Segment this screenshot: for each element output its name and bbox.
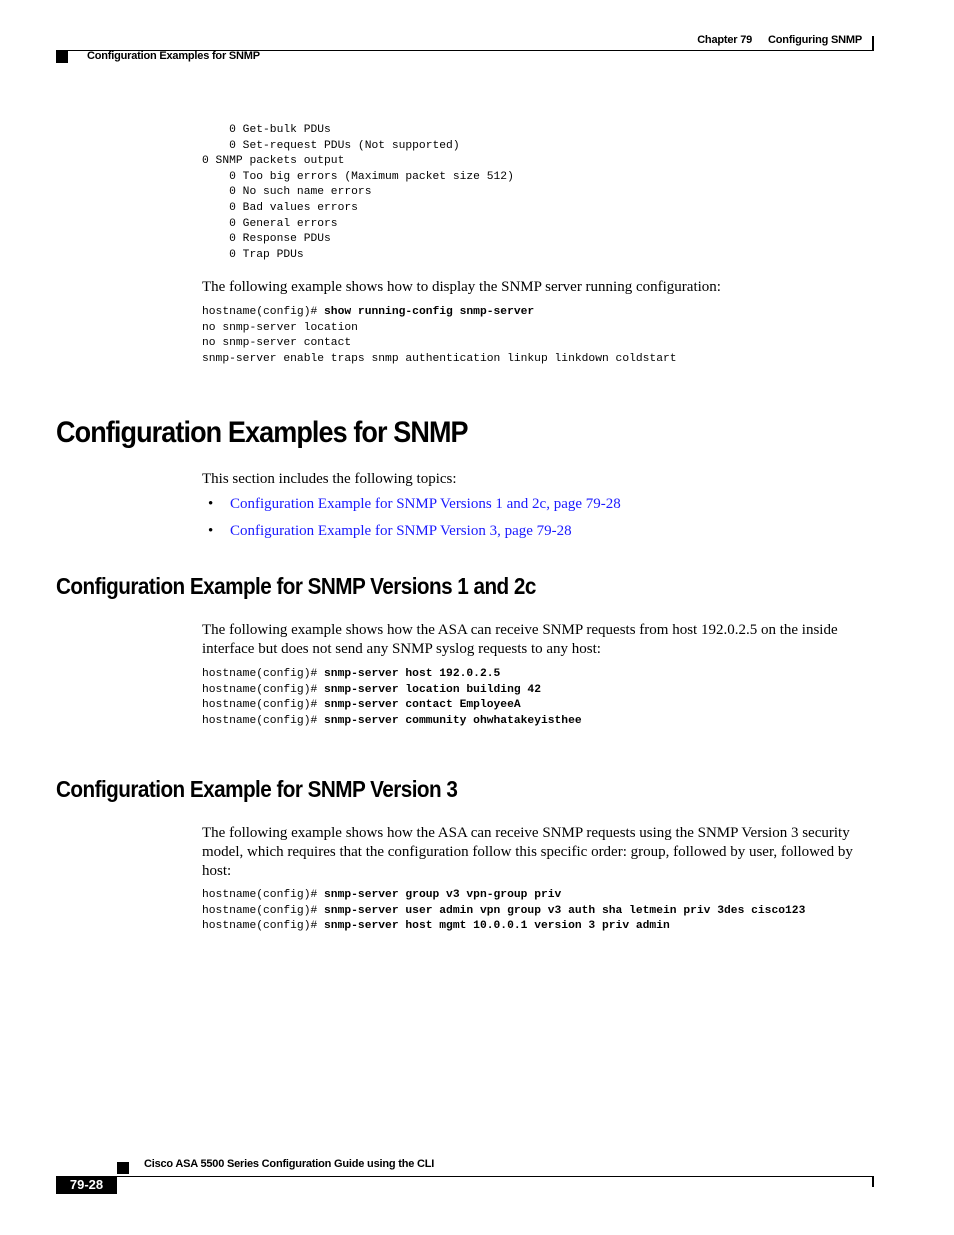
cli-output: no snmp-server contact [202,337,352,350]
cli-command: snmp-server user admin vpn group v3 auth sha letmein priv 3des cisco123 [324,904,806,917]
code-line [202,904,805,920]
versions-1-2c-paragraph: The following example shows how the ASA can receive SNMP requests from host 192.0.2.5 on the inside interface but does not send any SNMP syslog requests to any host: [202,622,838,657]
version-3-paragraph: The following example shows how the ASA can receive SNMP requests using the SNMP Version 3 security model, which requires that the configuration follow this specific order: group, followed by user, followed by host: [202,825,853,879]
code-line: 0 No such name errors [202,186,372,199]
code-line [202,683,582,699]
code-line [202,305,677,321]
footer-divider [872,1176,874,1187]
cli-command: snmp-server community ohwhatakeyisthee [324,714,582,727]
cli-command: show running-config snmp-server [324,306,535,318]
code-line [202,698,582,714]
bullet: • [208,496,214,512]
snmp-statistics-output [202,123,514,263]
code-line: 0 Get-bulk PDUs [202,124,331,136]
topic-link-version-3[interactable]: Configuration Example for SNMP Version 3, page 79-28 [230,523,572,539]
cli-prompt: hostname(config)# [202,699,325,712]
subsection-heading-version-3: Configuration Example for SNMP Version 3 [56,776,458,802]
versions-1-2c-code [202,667,582,729]
code-line [202,336,677,352]
code-line: 0 General errors [202,217,338,230]
code-line: 0 Response PDUs [202,233,331,246]
cli-prompt: hostname(config)# [202,904,325,917]
cli-prompt: hostname(config)# [202,306,325,318]
code-line: 0 Bad values errors [202,201,358,214]
list-item [202,494,621,521]
topic-list [202,494,621,548]
version-3-code [202,888,805,935]
topic-link-versions-1-2c[interactable]: Configuration Example for SNMP Versions 1 and 2c, page 79-28 [230,496,621,512]
code-line [202,321,677,337]
subsection-heading-versions-1-2c: Configuration Example for SNMP Versions 1 and 2c [56,573,536,599]
code-line: 0 Trap PDUs [202,248,304,261]
code-line [202,919,805,935]
cli-command: snmp-server group v3 vpn-group priv [324,889,562,901]
code-line: 0 Too big errors (Maximum packet size 512) [202,170,514,183]
header-marker [56,51,68,63]
code-line [202,888,805,904]
code-line: 0 SNMP packets output [202,155,345,168]
footer-rule [117,1176,874,1177]
code-line [202,667,582,683]
list-item [202,521,621,548]
code-line [202,352,677,368]
guide-title: Cisco ASA 5500 Series Configuration Guide using the CLI [144,1158,435,1170]
running-section-title: Configuration Examples for SNMP [87,50,260,62]
running-config-paragraph: The following example shows how to display the SNMP server running configuration: [202,279,721,295]
cli-prompt: hostname(config)# [202,889,325,901]
chapter-header [697,34,862,46]
cli-prompt: hostname(config)# [202,920,325,933]
cli-prompt: hostname(config)# [202,683,325,696]
cli-output: snmp-server enable traps snmp authentication linkup linkdown coldstart [202,352,677,365]
code-line: 0 Set-request PDUs (Not supported) [202,139,460,152]
code-line [202,714,582,730]
cli-output: no snmp-server location [202,321,358,334]
chapter-title: Configuring SNMP [768,34,862,46]
cli-command: snmp-server host mgmt 10.0.0.1 version 3 priv admin [324,920,670,933]
running-config-code [202,305,677,367]
cli-prompt: hostname(config)# [202,668,325,680]
section-intro: This section includes the following topics: [202,471,457,487]
chapter-number: Chapter 79 [697,34,753,46]
cli-prompt: hostname(config)# [202,714,325,727]
footer-marker [117,1162,129,1174]
bullet: • [208,523,214,539]
page-number: 79-28 [56,1176,117,1194]
cli-command: snmp-server location building 42 [324,683,541,696]
section-heading: Configuration Examples for SNMP [56,416,468,449]
header-divider [872,36,874,50]
cli-command: snmp-server contact EmployeeA [324,699,521,712]
cli-command: snmp-server host 192.0.2.5 [324,668,501,680]
